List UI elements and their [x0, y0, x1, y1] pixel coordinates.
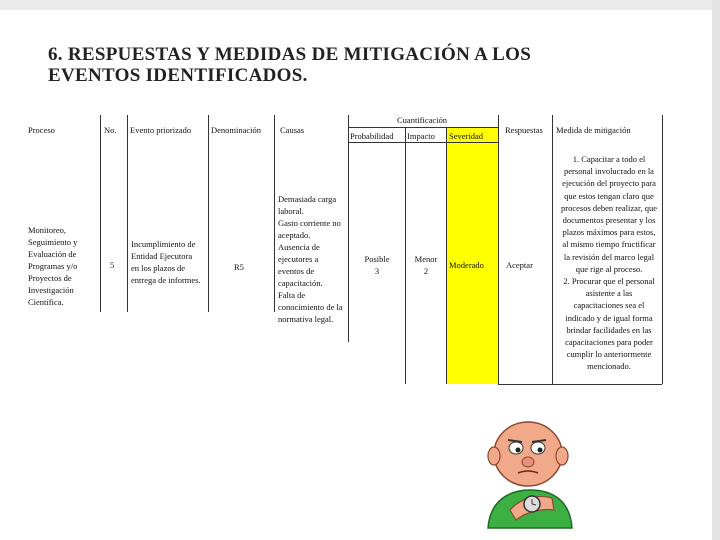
- grid-line: [348, 115, 349, 342]
- grid-line: [208, 115, 209, 312]
- header-causas: Causas: [280, 125, 305, 135]
- cell-line: Investigación: [28, 285, 74, 295]
- header-denominacion: Denominación: [211, 125, 262, 135]
- cell-line: cumplir lo anteriormente: [566, 349, 652, 360]
- right-edge-bar: [712, 0, 720, 540]
- cell-line: 2. Procurar que el personal: [563, 276, 655, 287]
- cell-line: 3: [374, 266, 380, 276]
- grid-line: [348, 142, 498, 143]
- top-bar: [0, 0, 720, 10]
- cell-respuesta: Aceptar: [506, 260, 533, 270]
- cell-line: Monitoreo,: [28, 225, 67, 235]
- slide-title-line-2: EVENTOS IDENTIFICADOS.: [48, 65, 308, 86]
- cell-line: Seguimiento y: [28, 237, 78, 247]
- cell-line: que rige al proceso.: [575, 263, 643, 274]
- grid-line: [552, 115, 553, 384]
- cell-line: brindar facilidades en las: [566, 324, 652, 335]
- cell-line: Científica.: [28, 297, 64, 307]
- header-medida: Medida de mitigación: [556, 125, 631, 135]
- cell-line: laboral.: [278, 206, 304, 216]
- header-probabilidad: Probabilidad: [350, 131, 394, 141]
- cell-line: Entidad Ejecutora: [131, 251, 193, 261]
- grid-line: [498, 115, 499, 384]
- cartoon-watch-figure: [470, 410, 590, 534]
- grid-line: [274, 115, 275, 312]
- cell-line: en los plazos de: [131, 263, 186, 273]
- grid-line: [348, 127, 498, 128]
- cell-line: Incumplimiento de: [131, 239, 196, 249]
- grid-line: [100, 115, 101, 312]
- slide-title: [48, 44, 648, 86]
- grid-line: [127, 115, 128, 312]
- cell-proceso: [28, 224, 98, 308]
- cell-line: Demasiada carga: [278, 194, 337, 204]
- cell-line: al mismo tiempo fructificar: [562, 239, 656, 250]
- cell-line: Gasto corriente no: [278, 218, 341, 228]
- cell-line: Ausencia de: [278, 242, 320, 252]
- cell-line: 1. Capacitar a todo el: [572, 154, 646, 164]
- cartoon-watch-figure-icon: [470, 410, 590, 530]
- cell-line: plazos máximos para estos,: [562, 227, 656, 238]
- cell-denominacion: R5: [234, 262, 244, 272]
- cell-medida: [555, 153, 663, 373]
- cell-line: capacitaciones para poder: [565, 337, 653, 348]
- cell-line: personal involucrado en la: [564, 166, 654, 177]
- severity-highlight: [446, 127, 498, 384]
- cell-line: eventos de: [278, 266, 315, 276]
- cell-line: la revisión del marco legal: [563, 251, 655, 262]
- header-impacto: Impacto: [407, 131, 435, 141]
- cell-line: Evaluación de: [28, 249, 77, 259]
- cell-evento: [131, 238, 207, 286]
- cell-severidad: Moderado: [449, 260, 484, 270]
- cell-line: Menor: [414, 254, 438, 264]
- cell-line: ejecutores a: [278, 254, 319, 264]
- cell-impacto: [406, 253, 446, 277]
- cell-line: Posible: [364, 254, 390, 264]
- cell-probabilidad: [350, 253, 404, 277]
- cell-line: Falta de: [278, 290, 306, 300]
- cell-line: entrega de informes.: [131, 275, 201, 285]
- cell-line: Programas y/o: [28, 261, 78, 271]
- header-proceso: Proceso: [28, 125, 55, 135]
- grid-line: [498, 384, 662, 385]
- cell-line: aceptado.: [278, 230, 311, 240]
- cell-line: capacitación.: [278, 278, 323, 288]
- cell-line: capacitaciones sea el: [573, 300, 645, 311]
- cell-line: asistente a las: [585, 288, 633, 299]
- cell-line: documentos presentar y los: [562, 215, 656, 226]
- cell-line: conocimiento de la: [278, 302, 343, 312]
- header-cuantificacion: Cuantificación: [397, 115, 448, 125]
- cell-line: normativa legal.: [278, 314, 334, 324]
- cell-line: Proyectos de: [28, 273, 72, 283]
- header-severidad: Severidad: [449, 131, 483, 141]
- header-no: No.: [104, 125, 117, 135]
- slide-title-line-1: 6. RESPUESTAS Y MEDIDAS DE MITIGACIÓN A LOS: [48, 44, 532, 65]
- header-respuestas: Respuestas: [505, 125, 543, 135]
- cell-line: procesos deben realizar, que: [561, 202, 657, 213]
- cell-causas: [278, 193, 348, 325]
- cell-no: 5: [110, 260, 115, 270]
- grid-line: [446, 127, 447, 384]
- cell-line: 2: [423, 266, 429, 276]
- header-evento: Evento priorizado: [130, 125, 192, 135]
- cell-line: mencionado.: [587, 361, 631, 372]
- cell-line: indicado y de igual forma: [565, 312, 653, 323]
- cell-line: que estos tengan claro que: [564, 190, 654, 201]
- cell-line: ejecución del proyecto para: [562, 178, 656, 189]
